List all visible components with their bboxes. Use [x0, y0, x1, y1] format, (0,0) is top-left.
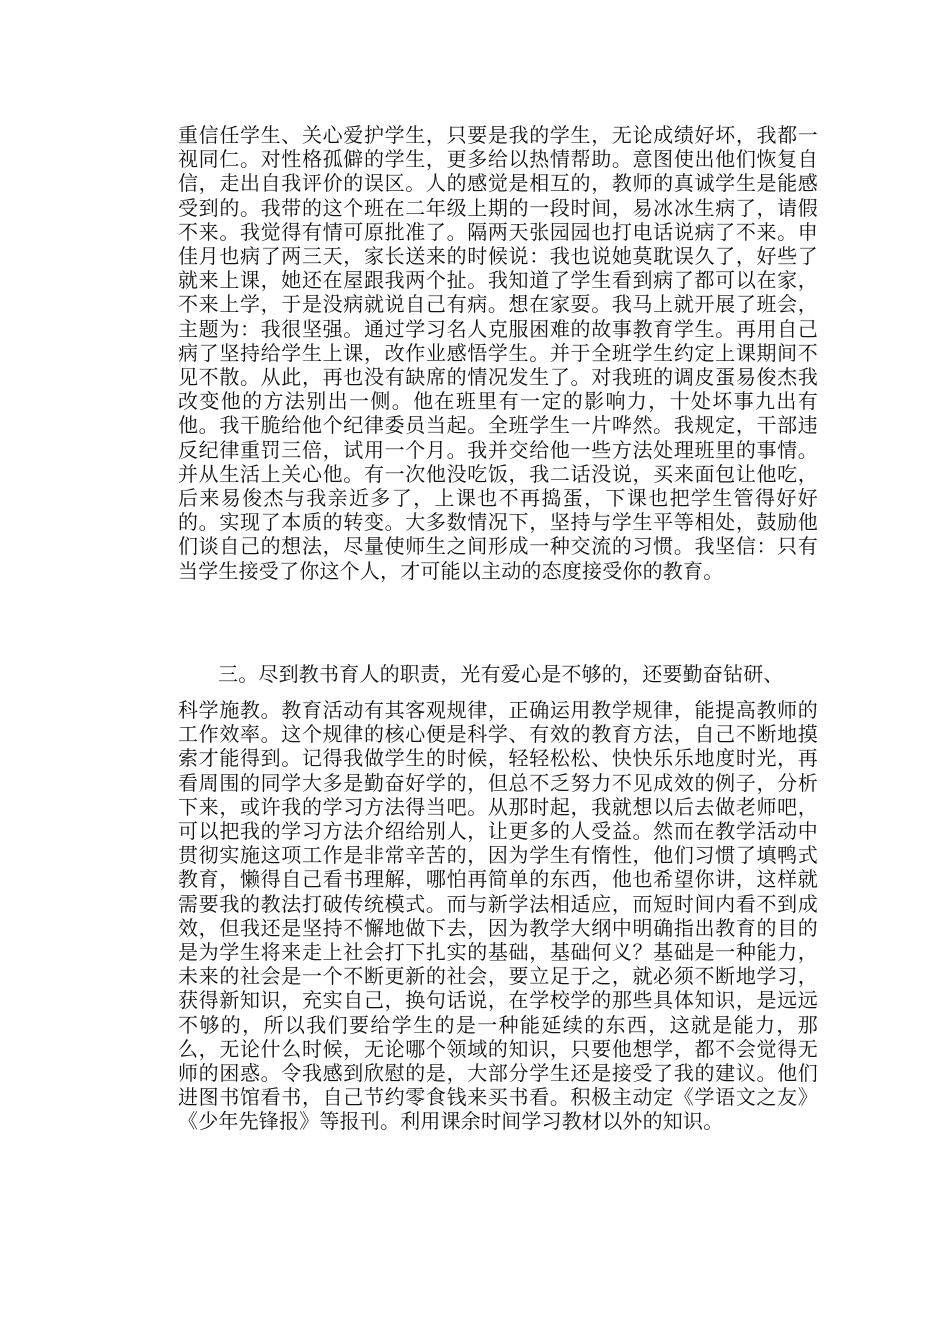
paragraph-body-1: 重信任学生、关心爱护学生，只要是我的学生，无论成绩好坏，我都一视同仁。对性格孤僻的学生，更多给以热情帮助。意图使出他们恢复自信，走出自我评价的误区。人的感觉是相互的，教师的真诚学生是能感受到的。我带的这个班在二年级上期的一段时间，易冰冰生病了，请假不来。我觉得有情可原批准了。隔两天张园园也打电话说病了不来。申佳月也病了两三天，家长送来的时候说：我也说她莫耽误久了，好些了就来上课，她还在屋跟我两个扯。我知道了学生看到病了都可以在家，不来上学，于是没病就说自己有病。想在家耍。我马上就开展了班会，主题为：我很坚强。通过学习名人克服困难的故事教育学生。再用自己病了坚持给学生上课，改作业感悟学生。并于全班学生约定上课期间不见不散。从此，再也没有缺席的情况发生了。对我班的调皮蛋易俊杰我改变他的方法别出一侧。他在班里有一定的影响力，十处坏事九出有他。我干脆给他个纪律委员当起。全班学生一片哗然。我规定，干部违反纪律重罚三倍，试用一个月。我并交给他一些方法处理班里的事情。并从生活上关心他。有一次他没吃饭，我二话没说，买来面包让他吃，后来易俊杰与我亲近多了，上课也不再捣蛋，下课也把学生管得好好的。实现了本质的转变。大多数情况下，坚持与学生平等相处，鼓励他们谈自己的想法，尽量使师生之间形成一种交流的习惯。我坚信：只有当学生接受了你这个人，才可能以主动的态度接受你的教育。 — [178, 123, 818, 583]
section-heading-paragraph: 三。尽到教书育人的职责，光有爱心是不够的，还要勤奋钻研、 — [218, 662, 784, 686]
paragraph-body-2: 科学施教。教育活动有其客观规律，正确运用教学规律，能提高教师的工作效率。这个规律的核心便是科学、有效的教育方法，自己不断地摸索才能得到。记得我做学生的时候，轻轻松松、快快乐乐地度时光，再看周围的同学大多是勤奋好学的，但总不乏努力不见成效的例子，分析下来，或许我的学习方法得当吧。从那时起，我就想以后去做老师吧，可以把我的学习方法介绍给别人，让更多的人受益。然而在教学活动中贯彻实施这项工作是非常辛苦的，因为学生有惰性，他们习惯了填鸭式教育，懒得自己看书理解，哪怕再简单的东西，他也希望你讲，这样就需要我的教法打破传统模式。而与新学法相适应，而短时间内看不到成效，但我还是坚持不懈地做下去，因为教学大纲中明确指出教育的目的是为学生将来走上社会打下扎实的基础，基础何义？基础是一种能力，未来的社会是一个不断更新的社会，要立足于之，就必须不断地学习，获得新知识，充实自己，换句话说，在学校学的那些具体知识，是远远不够的，所以我们要给学生的是一种能延续的东西，这就是能力，那么，无论什么时候，无论哪个领域的知识，只要他想学，都不会觉得无师的困惑。令我感到欣慰的是，大部分学生还是接受了我的建议。他们进图书馆看书，自己节约零食钱来买书看。积极主动定《学语文之友》《少年先锋报》等报刊。利用课余时间学习教材以外的知识。 — [178, 698, 818, 1134]
